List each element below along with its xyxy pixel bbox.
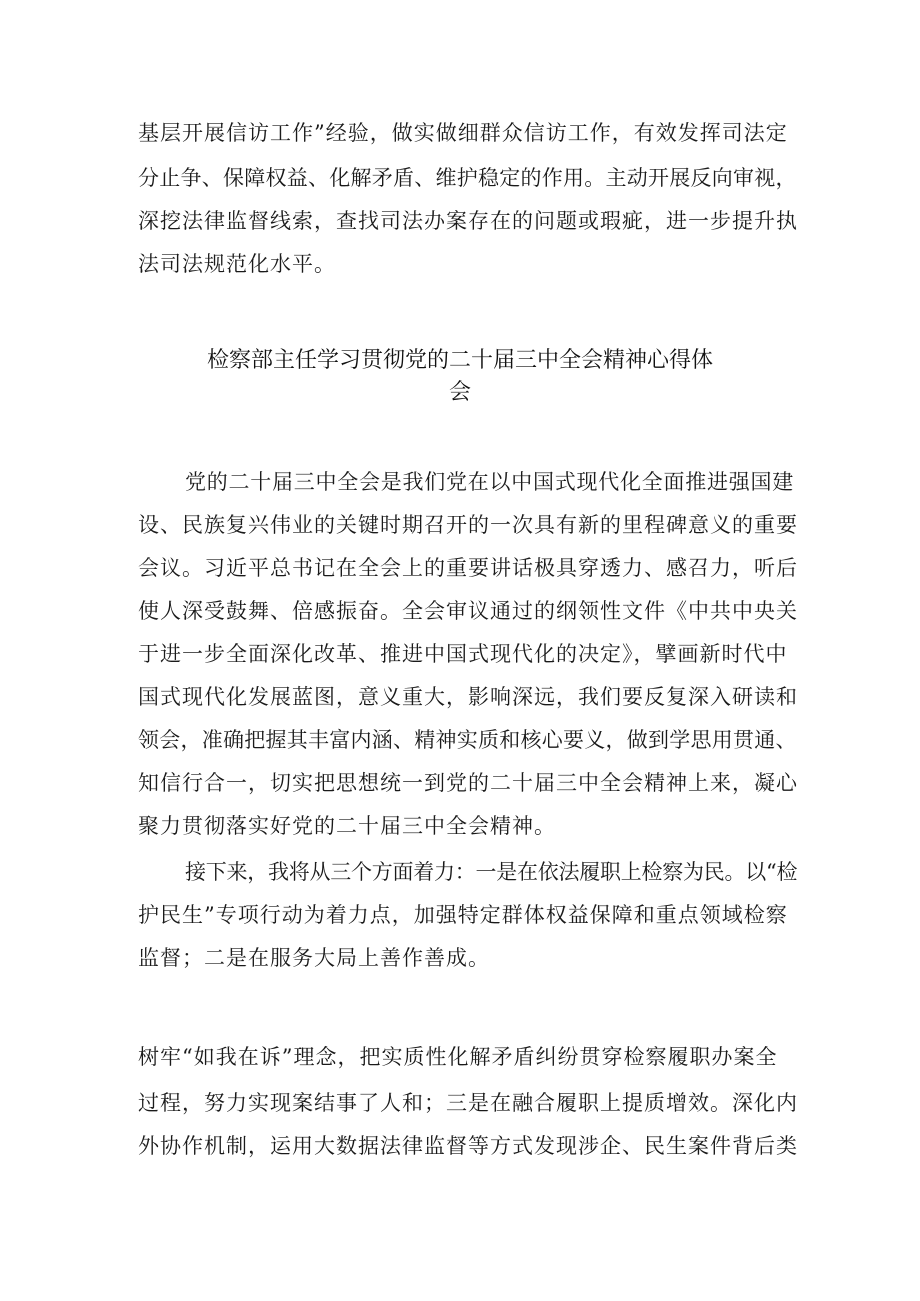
text-line: 党的二十届三中全会是我们党在以中国式现代化全面推进强国建 (185, 470, 794, 494)
text-line: 会议。习近平总书记在全会上的重要讲话极具穿透力、感召力，听后 (138, 556, 798, 580)
heading-line-1: 检察部主任学习贯彻党的二十届三中全会精神心得体 (206, 348, 713, 373)
text-line: 监督；二是在服务大局上善作善成。 (138, 946, 490, 970)
text-line: 外协作机制，运用大数据法律监督等方式发现涉企、民生案件背后类 (138, 1134, 798, 1158)
text-line: 设、民族复兴伟业的关键时期召开的一次具有新的里程碑意义的重要 (138, 513, 798, 537)
text-line: 接下来，我将从三个方面着力：一是在依法履职上检察为民。以“检 (185, 860, 798, 884)
text-line: 聚力贯彻落实好党的二十届三中全会精神。 (138, 814, 556, 838)
text-line: 使人深受鼓舞、倍感振奋。全会审议通过的纲领性文件《中共中央关 (138, 599, 798, 623)
text-line: 于进一步全面深化改革、推进中国式现代化的决定》，擘画新时代中 (138, 642, 788, 666)
text-line: 国式现代化发展蓝图，意义重大，影响深远，我们要反复深入研读和 (138, 685, 798, 709)
text-line: 领会，准确把握其丰富内涵、精神实质和核心要义，做到学思用贯通、 (138, 728, 797, 752)
text-line: 过程，努力实现案结事了人和；三是在融合履职上提质增效。深化内 (138, 1091, 798, 1115)
text-line: 分止争、保障权益、化解矛盾、维护稳定的作用。主动开展反向审视， (138, 166, 797, 190)
text-line: 基层开展信访工作”经验，做实做细群众信访工作，有效发挥司法定 (138, 121, 788, 145)
heading-line-2: 会 (448, 380, 471, 405)
text-line: 知信行合一，切实把思想统一到党的二十届三中全会精神上来，凝心 (138, 771, 798, 795)
text-line: 深挖法律监督线索，查找司法办案存在的问题或瑕疵，进一步提升执 (138, 209, 798, 233)
text-line: 树牢“如我在诉”理念，把实质性化解矛盾纠纷贯穿检察履职办案全 (138, 1045, 778, 1069)
text-line: 护民生”专项行动为着力点，加强特定群体权益保障和重点领域检察 (138, 903, 788, 927)
text-line: 法司法规范化水平。 (138, 252, 336, 276)
